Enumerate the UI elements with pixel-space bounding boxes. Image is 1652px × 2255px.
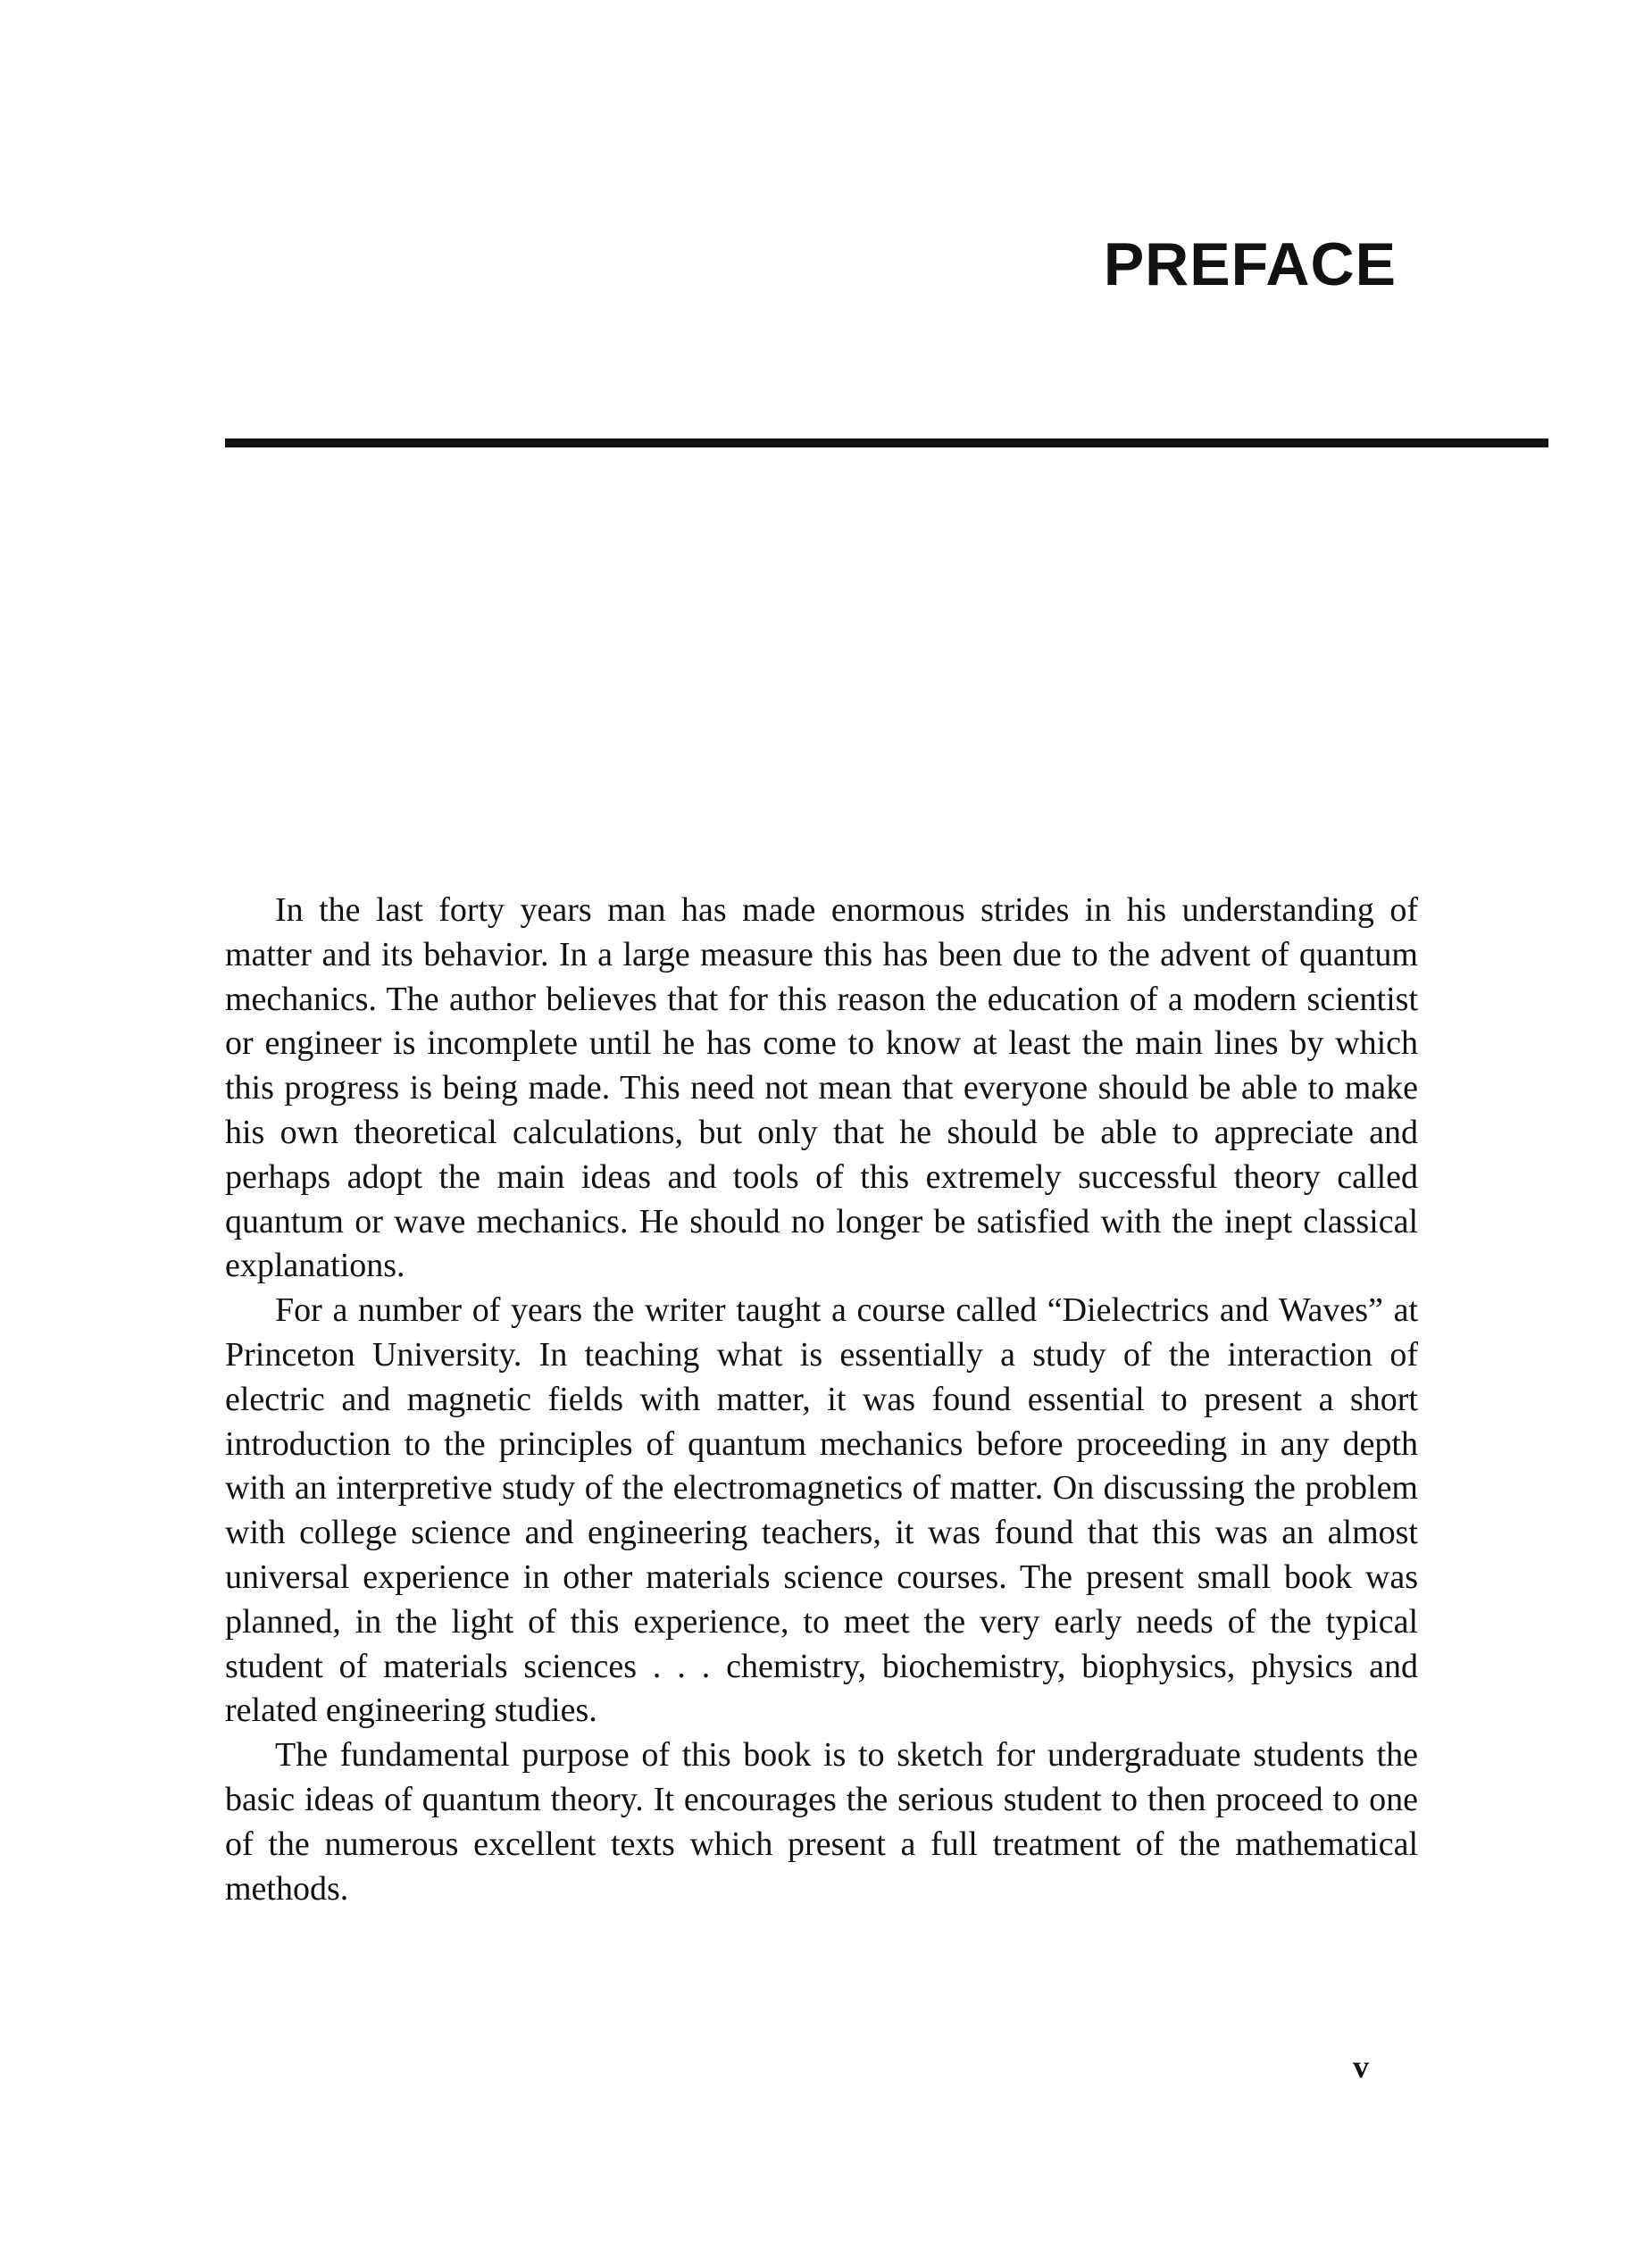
paragraph: For a number of years the writer taught a course called “Dielectrics and Waves” at Princeton University. In teaching what is essentially a study of the interaction of electric and magnetic fields with matter, it was found essential to present a short introduction to the principles of quantum mechanics before proceeding in any depth with an interpretive study of the electromagnetics of matter. On discussing the problem with college science and engineering teachers, it was found that this was an almost universal experience in other materials science courses. The present small book was planned, in the light of this experience, to meet the very early needs of the typical student of materials sciences . . . chemistry, biochemistry, biophysics, physics and related engineering studies. [225, 1291, 1418, 1730]
page-title: PREFACE [1103, 230, 1397, 298]
title-rule [225, 438, 1548, 447]
page-number: v [1353, 2049, 1369, 2084]
paragraph: The fundamental purpose of this book is to sketch for undergraduate students the basic ideas of quantum theory. It encourages the serious student to then proceed to one of the numerous excellent texts which present a full treatment of the mathematical methods. [225, 1736, 1418, 1908]
paragraph: In the last forty years man has made enormous strides in his understanding of matter and its behavior. In a large measure this has been due to the advent of quantum mechanics. The author believes that for this reason the education of a modern scientist or engineer is incomplete until he has come to know at least the main lines by which this progress is being made. This need not mean that everyone should be able to make his own theoretical calculations, but only that he should be able to appreciate and perhaps adopt the main ideas and tools of this extremely successful theory called quantum or wave mechanics. He should no longer be satisfied with the inept classical explanations. [225, 891, 1418, 1285]
preface-body [225, 889, 1418, 1911]
